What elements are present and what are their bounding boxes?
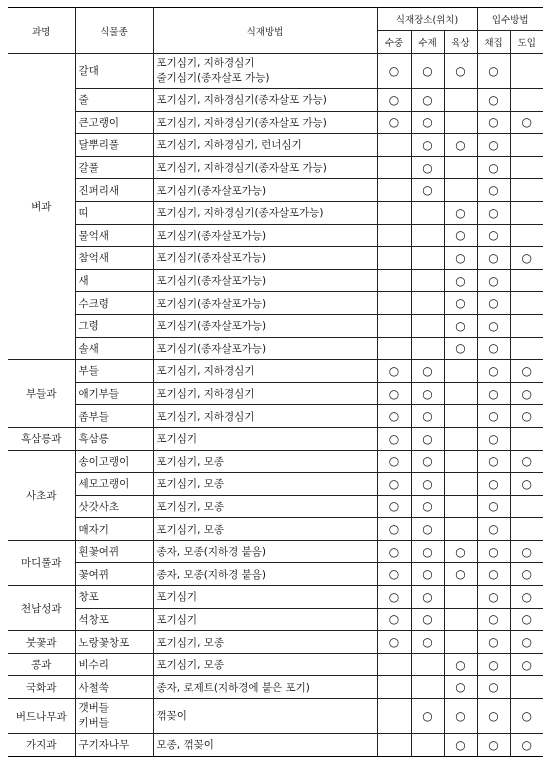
empty-mark-cell	[510, 54, 543, 89]
check-circle-mark: ○	[510, 450, 543, 473]
empty-mark-cell	[444, 631, 477, 654]
empty-mark-cell	[377, 314, 411, 337]
check-circle-mark: ○	[510, 540, 543, 563]
check-circle-mark: ○	[477, 89, 510, 112]
check-circle-mark: ○	[477, 156, 510, 179]
table-row	[8, 54, 543, 89]
method-cell: 포기심기	[153, 608, 377, 631]
method-cell: 포기심기(종자살포가능)	[153, 292, 377, 315]
table-row	[8, 540, 543, 563]
method-cell: 포기심기, 지하경심기(종자살포가능)	[153, 201, 377, 224]
check-circle-mark: ○	[377, 382, 411, 405]
check-circle-mark: ○	[377, 586, 411, 609]
table-row	[8, 734, 543, 757]
check-circle-mark: ○	[411, 405, 444, 428]
check-circle-mark: ○	[510, 247, 543, 270]
check-circle-mark: ○	[411, 360, 444, 383]
method-cell: 꺾꽂이	[153, 699, 377, 734]
method-cell: 모종, 꺾꽂이	[153, 734, 377, 757]
empty-mark-cell	[377, 224, 411, 247]
check-circle-mark: ○	[477, 450, 510, 473]
table-row	[8, 495, 543, 518]
empty-mark-cell	[411, 224, 444, 247]
check-circle-mark: ○	[377, 518, 411, 541]
check-circle-mark: ○	[377, 89, 411, 112]
method-cell: 포기심기(종자살포가능)	[153, 337, 377, 360]
empty-mark-cell	[411, 314, 444, 337]
check-circle-mark: ○	[377, 405, 411, 428]
check-circle-mark: ○	[444, 247, 477, 270]
empty-mark-cell	[377, 156, 411, 179]
empty-mark-cell	[377, 269, 411, 292]
table-row	[8, 586, 543, 609]
species-cell: 갈대	[75, 54, 153, 89]
empty-mark-cell	[377, 337, 411, 360]
empty-mark-cell	[510, 179, 543, 202]
check-circle-mark: ○	[477, 427, 510, 450]
check-circle-mark: ○	[411, 586, 444, 609]
check-circle-mark: ○	[377, 473, 411, 496]
check-circle-mark: ○	[444, 337, 477, 360]
check-circle-mark: ○	[477, 608, 510, 631]
empty-mark-cell	[510, 495, 543, 518]
check-circle-mark: ○	[444, 224, 477, 247]
check-circle-mark: ○	[477, 201, 510, 224]
check-circle-mark: ○	[510, 734, 543, 757]
check-circle-mark: ○	[477, 495, 510, 518]
check-circle-mark: ○	[477, 540, 510, 563]
method-cell: 포기심기, 지하경심기	[153, 360, 377, 383]
check-circle-mark: ○	[444, 563, 477, 586]
empty-mark-cell	[510, 224, 543, 247]
check-circle-mark: ○	[477, 314, 510, 337]
check-circle-mark: ○	[377, 495, 411, 518]
method-cell: 포기심기, 지하경심기(종자살포 가능)	[153, 89, 377, 112]
empty-mark-cell	[377, 699, 411, 734]
family-cell: 국화과	[8, 676, 75, 699]
empty-mark-cell	[444, 608, 477, 631]
family-header: 과명	[8, 8, 75, 54]
check-circle-mark: ○	[510, 699, 543, 734]
empty-mark-cell	[444, 111, 477, 134]
table-row	[8, 292, 543, 315]
check-circle-mark: ○	[444, 314, 477, 337]
species-cell: 갯버들 키버들	[75, 699, 153, 734]
table-row	[8, 450, 543, 473]
method-cell: 포기심기, 지하경심기 줄기심기(종자살포 가능)	[153, 54, 377, 89]
table-row	[8, 269, 543, 292]
check-circle-mark: ○	[377, 540, 411, 563]
table-row	[8, 631, 543, 654]
check-circle-mark: ○	[444, 269, 477, 292]
family-cell: 버드나무과	[8, 699, 75, 734]
empty-mark-cell	[444, 156, 477, 179]
species-cell: 석창포	[75, 608, 153, 631]
empty-mark-cell	[411, 292, 444, 315]
check-circle-mark: ○	[510, 382, 543, 405]
empty-mark-cell	[510, 156, 543, 179]
empty-mark-cell	[510, 676, 543, 699]
check-circle-mark: ○	[477, 631, 510, 654]
species-cell: 새	[75, 269, 153, 292]
check-circle-mark: ○	[444, 653, 477, 676]
empty-mark-cell	[510, 269, 543, 292]
method-cell: 종자, 모종(지하경 붙음)	[153, 540, 377, 563]
table-row	[8, 201, 543, 224]
check-circle-mark: ○	[477, 699, 510, 734]
empty-mark-cell	[411, 201, 444, 224]
empty-mark-cell	[510, 337, 543, 360]
empty-mark-cell	[444, 427, 477, 450]
check-circle-mark: ○	[411, 563, 444, 586]
empty-mark-cell	[444, 360, 477, 383]
empty-mark-cell	[411, 337, 444, 360]
empty-mark-cell	[377, 734, 411, 757]
species-cell: 진퍼리새	[75, 179, 153, 202]
source-col-header: 채집	[477, 31, 510, 54]
table-row	[8, 518, 543, 541]
table-row	[8, 427, 543, 450]
family-cell: 천남성과	[8, 586, 75, 631]
check-circle-mark: ○	[377, 360, 411, 383]
planting-methods-table	[8, 7, 543, 757]
check-circle-mark: ○	[477, 653, 510, 676]
method-cell: 포기심기	[153, 586, 377, 609]
check-circle-mark: ○	[377, 427, 411, 450]
family-cell: 부들과	[8, 360, 75, 428]
species-cell: 참억새	[75, 247, 153, 270]
species-cell: 꽃여뀌	[75, 563, 153, 586]
check-circle-mark: ○	[510, 586, 543, 609]
species-cell: 솔새	[75, 337, 153, 360]
empty-mark-cell	[444, 586, 477, 609]
check-circle-mark: ○	[477, 292, 510, 315]
method-cell: 포기심기, 지하경심기	[153, 405, 377, 428]
empty-mark-cell	[444, 405, 477, 428]
check-circle-mark: ○	[477, 337, 510, 360]
empty-mark-cell	[377, 676, 411, 699]
empty-mark-cell	[510, 89, 543, 112]
family-cell: 가지과	[8, 734, 75, 757]
species-cell: 창포	[75, 586, 153, 609]
family-cell: 붓꽃과	[8, 631, 75, 654]
table-row	[8, 405, 543, 428]
check-circle-mark: ○	[477, 269, 510, 292]
check-circle-mark: ○	[510, 405, 543, 428]
empty-mark-cell	[411, 734, 444, 757]
family-cell: 사초과	[8, 450, 75, 540]
method-cell: 포기심기, 지하경심기(종자살포 가능)	[153, 156, 377, 179]
species-cell: 구기자나무	[75, 734, 153, 757]
table-row	[8, 314, 543, 337]
header-row-group	[8, 8, 543, 31]
check-circle-mark: ○	[477, 734, 510, 757]
method-cell: 포기심기, 지하경심기, 런너심기	[153, 134, 377, 157]
check-circle-mark: ○	[411, 631, 444, 654]
check-circle-mark: ○	[377, 111, 411, 134]
table-row	[8, 224, 543, 247]
check-circle-mark: ○	[444, 54, 477, 89]
check-circle-mark: ○	[444, 540, 477, 563]
table-row	[8, 608, 543, 631]
table-row	[8, 134, 543, 157]
species-cell: 달뿌리풀	[75, 134, 153, 157]
check-circle-mark: ○	[510, 653, 543, 676]
check-circle-mark: ○	[477, 224, 510, 247]
check-circle-mark: ○	[411, 54, 444, 89]
species-cell: 송이고랭이	[75, 450, 153, 473]
table-row	[8, 676, 543, 699]
empty-mark-cell	[510, 134, 543, 157]
method-cell: 포기심기, 모종	[153, 518, 377, 541]
family-cell: 마디풀과	[8, 540, 75, 585]
empty-mark-cell	[411, 247, 444, 270]
check-circle-mark: ○	[377, 631, 411, 654]
empty-mark-cell	[444, 89, 477, 112]
check-circle-mark: ○	[411, 111, 444, 134]
check-circle-mark: ○	[411, 473, 444, 496]
check-circle-mark: ○	[510, 608, 543, 631]
species-cell: 띠	[75, 201, 153, 224]
method-cell: 포기심기(종자살포가능)	[153, 179, 377, 202]
check-circle-mark: ○	[477, 134, 510, 157]
check-circle-mark: ○	[444, 734, 477, 757]
source-col-header: 도입	[510, 31, 543, 54]
method-cell: 포기심기(종자살포가능)	[153, 224, 377, 247]
table-row	[8, 360, 543, 383]
check-circle-mark: ○	[477, 586, 510, 609]
method-cell: 포기심기(종자살포가능)	[153, 247, 377, 270]
species-cell: 좀부들	[75, 405, 153, 428]
check-circle-mark: ○	[510, 360, 543, 383]
check-circle-mark: ○	[377, 450, 411, 473]
table-row	[8, 653, 543, 676]
table-row	[8, 89, 543, 112]
check-circle-mark: ○	[477, 179, 510, 202]
species-cell: 비수리	[75, 653, 153, 676]
empty-mark-cell	[444, 495, 477, 518]
empty-mark-cell	[444, 518, 477, 541]
species-cell: 큰고랭이	[75, 111, 153, 134]
table-row	[8, 382, 543, 405]
empty-mark-cell	[411, 269, 444, 292]
location-col-header: 수중	[377, 31, 411, 54]
table-row	[8, 699, 543, 734]
empty-mark-cell	[510, 427, 543, 450]
table-row	[8, 563, 543, 586]
check-circle-mark: ○	[444, 134, 477, 157]
empty-mark-cell	[377, 179, 411, 202]
species-cell: 갈풀	[75, 156, 153, 179]
check-circle-mark: ○	[477, 676, 510, 699]
check-circle-mark: ○	[377, 54, 411, 89]
family-cell: 흑삼릉과	[8, 427, 75, 450]
method-cell: 포기심기(종자살포가능)	[153, 314, 377, 337]
method-cell: 포기심기, 모종	[153, 473, 377, 496]
empty-mark-cell	[377, 201, 411, 224]
check-circle-mark: ○	[411, 608, 444, 631]
empty-mark-cell	[411, 676, 444, 699]
check-circle-mark: ○	[510, 631, 543, 654]
table-row	[8, 473, 543, 496]
location-group-header: 식재장소(위치)	[377, 8, 477, 31]
empty-mark-cell	[377, 653, 411, 676]
species-header: 식물종	[75, 8, 153, 54]
check-circle-mark: ○	[444, 699, 477, 734]
method-cell: 포기심기, 지하경심기	[153, 382, 377, 405]
check-circle-mark: ○	[377, 608, 411, 631]
check-circle-mark: ○	[411, 518, 444, 541]
species-cell: 애기부들	[75, 382, 153, 405]
species-cell: 줄	[75, 89, 153, 112]
check-circle-mark: ○	[444, 676, 477, 699]
check-circle-mark: ○	[477, 382, 510, 405]
check-circle-mark: ○	[411, 699, 444, 734]
species-cell: 노랑꽃창포	[75, 631, 153, 654]
check-circle-mark: ○	[477, 111, 510, 134]
check-circle-mark: ○	[477, 473, 510, 496]
empty-mark-cell	[444, 473, 477, 496]
species-cell: 사철쑥	[75, 676, 153, 699]
check-circle-mark: ○	[411, 156, 444, 179]
check-circle-mark: ○	[510, 111, 543, 134]
check-circle-mark: ○	[411, 179, 444, 202]
table-row	[8, 156, 543, 179]
species-cell: 매자기	[75, 518, 153, 541]
empty-mark-cell	[377, 134, 411, 157]
location-col-header: 육상	[444, 31, 477, 54]
check-circle-mark: ○	[477, 405, 510, 428]
method-cell: 포기심기, 모종	[153, 450, 377, 473]
empty-mark-cell	[510, 292, 543, 315]
family-cell: 벼과	[8, 54, 75, 360]
check-circle-mark: ○	[477, 518, 510, 541]
method-cell: 종자, 모종(지하경 붙음)	[153, 563, 377, 586]
method-cell: 포기심기, 모종	[153, 631, 377, 654]
check-circle-mark: ○	[411, 450, 444, 473]
species-cell: 흑삼릉	[75, 427, 153, 450]
source-group-header: 입수방법	[477, 8, 543, 31]
check-circle-mark: ○	[444, 201, 477, 224]
table-body	[8, 54, 543, 757]
empty-mark-cell	[444, 450, 477, 473]
species-cell: 수크령	[75, 292, 153, 315]
species-cell: 삿갓사초	[75, 495, 153, 518]
check-circle-mark: ○	[477, 360, 510, 383]
check-circle-mark: ○	[411, 427, 444, 450]
check-circle-mark: ○	[411, 382, 444, 405]
check-circle-mark: ○	[377, 563, 411, 586]
empty-mark-cell	[411, 653, 444, 676]
table-row	[8, 179, 543, 202]
table-row	[8, 111, 543, 134]
check-circle-mark: ○	[411, 89, 444, 112]
empty-mark-cell	[510, 518, 543, 541]
method-cell: 포기심기(종자살포가능)	[153, 269, 377, 292]
check-circle-mark: ○	[510, 563, 543, 586]
check-circle-mark: ○	[411, 495, 444, 518]
table-row	[8, 337, 543, 360]
species-cell: 그령	[75, 314, 153, 337]
check-circle-mark: ○	[477, 563, 510, 586]
table-row	[8, 247, 543, 270]
species-cell: 물억새	[75, 224, 153, 247]
species-cell: 부들	[75, 360, 153, 383]
check-circle-mark: ○	[510, 473, 543, 496]
empty-mark-cell	[444, 382, 477, 405]
check-circle-mark: ○	[477, 247, 510, 270]
location-col-header: 수제	[411, 31, 444, 54]
method-cell: 포기심기, 모종	[153, 495, 377, 518]
check-circle-mark: ○	[477, 54, 510, 89]
empty-mark-cell	[377, 292, 411, 315]
species-cell: 흰꽃여뀌	[75, 540, 153, 563]
empty-mark-cell	[377, 247, 411, 270]
check-circle-mark: ○	[444, 292, 477, 315]
empty-mark-cell	[444, 179, 477, 202]
check-circle-mark: ○	[411, 134, 444, 157]
family-cell: 콩과	[8, 653, 75, 676]
empty-mark-cell	[510, 201, 543, 224]
method-cell: 포기심기, 모종	[153, 653, 377, 676]
method-cell: 종자, 로제트(지하경에 붙은 포기)	[153, 676, 377, 699]
check-circle-mark: ○	[411, 540, 444, 563]
empty-mark-cell	[510, 314, 543, 337]
method-cell: 포기심기	[153, 427, 377, 450]
species-cell: 세모고랭이	[75, 473, 153, 496]
method-header: 식재방법	[153, 8, 377, 54]
method-cell: 포기심기, 지하경심기(종자살포 가능)	[153, 111, 377, 134]
